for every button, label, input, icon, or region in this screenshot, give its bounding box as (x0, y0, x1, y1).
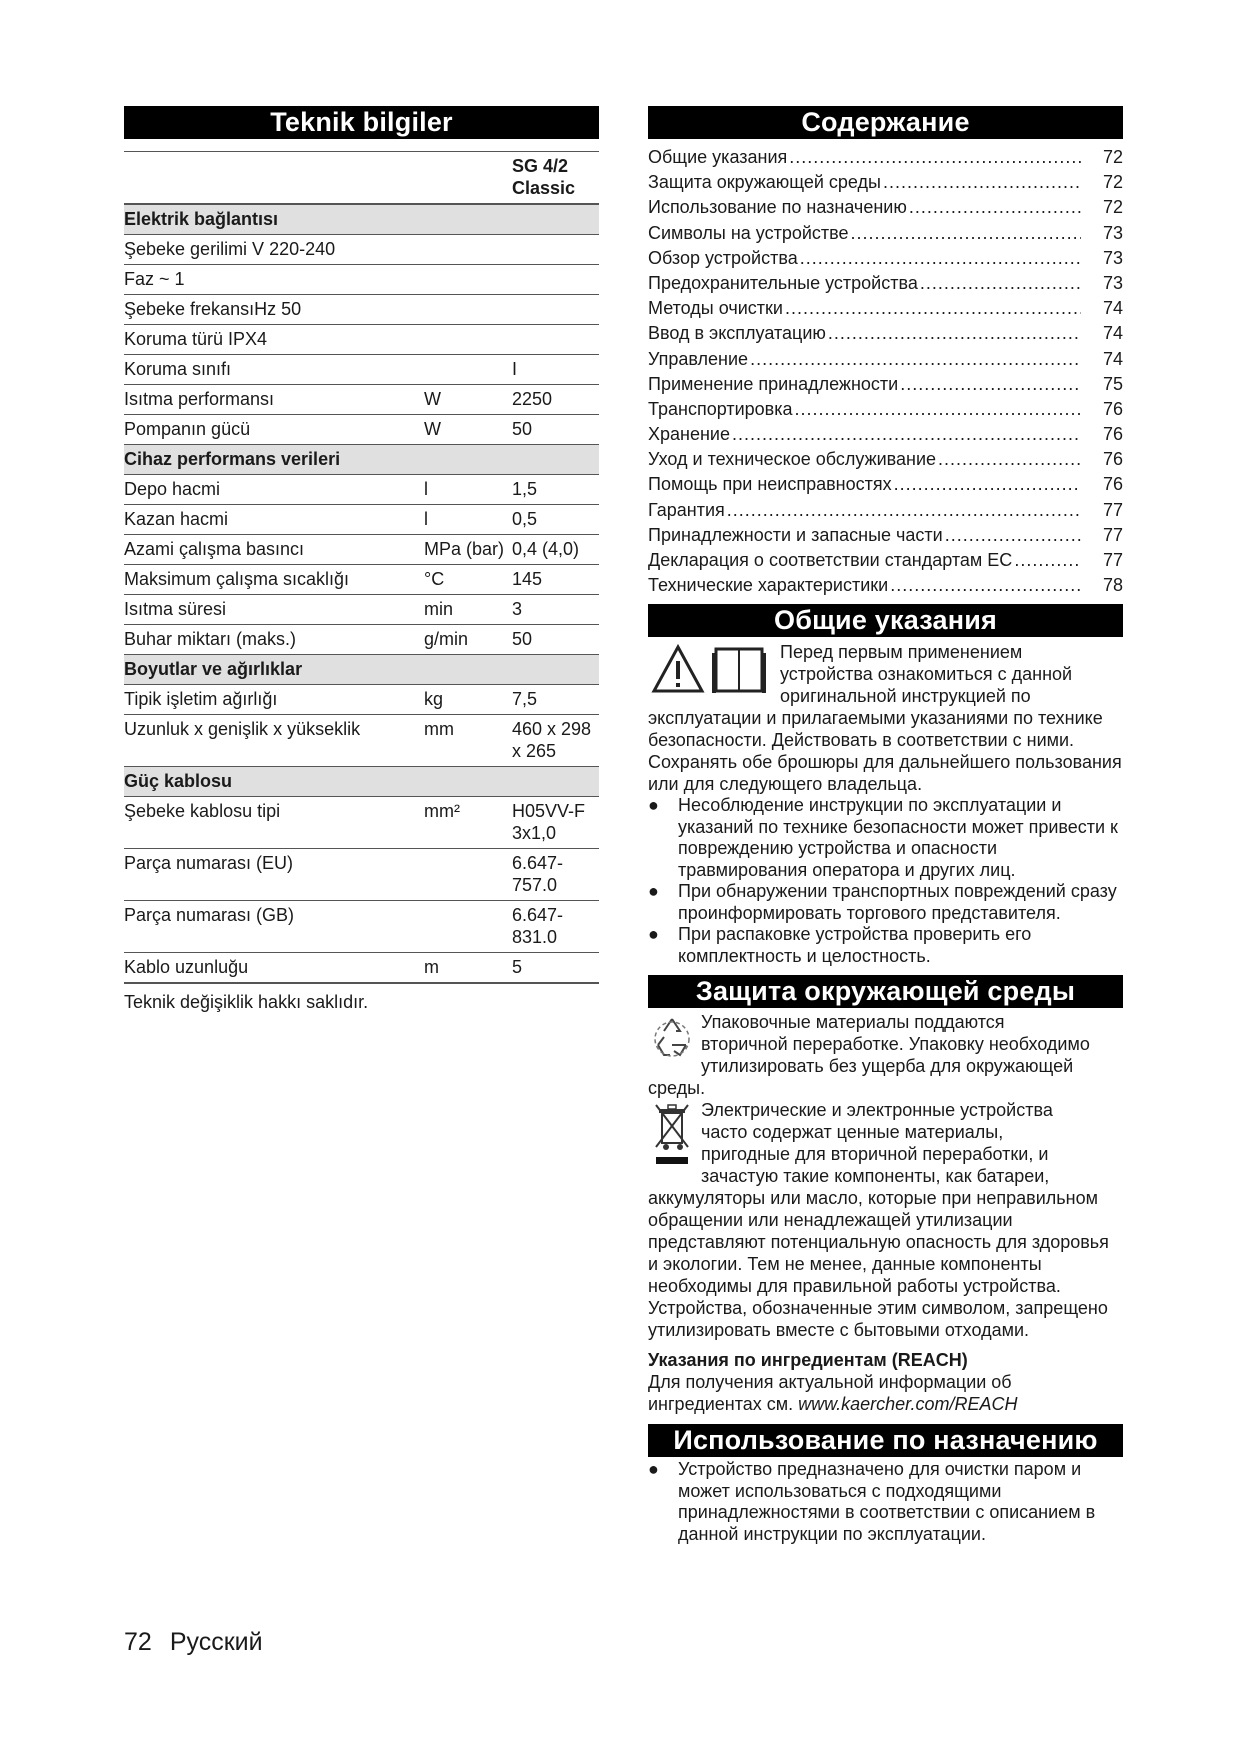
toc-item-page: 73 (1102, 247, 1123, 268)
table-cell: I (512, 355, 599, 385)
table-group-row (124, 204, 599, 235)
toc-item-page: 74 (1102, 323, 1123, 344)
table-cell (424, 445, 512, 475)
toc-item-page: 78 (1102, 575, 1123, 596)
toc-item-title: Общие указания (648, 147, 788, 167)
table-cell: mm (424, 715, 512, 767)
table-cell: 6.647-831.0 (512, 901, 599, 953)
table-of-contents (648, 145, 1123, 598)
packaging-rest: среды. (648, 1078, 706, 1099)
electronics-rest: аккумуляторы или масло, которые при неправильном обращении или ненадлежащей утилизации представляют потенциальную опасность для здоровья и экологии. Тем не менее, данные компоненты необходимы для правильной работы устройства. Устройства, обозначенные этим символом, запрещено утилизировать вместе с бытовыми отходами. (648, 1188, 1109, 1341)
toc-item[interactable] (648, 296, 1123, 321)
toc-item[interactable] (648, 145, 1123, 170)
table-cell: mm² (424, 797, 512, 849)
table-row (124, 265, 599, 295)
table-cell: Şebeke frekansıHz 50 (124, 295, 424, 325)
table-row (124, 595, 599, 625)
table-cell: 2250 (512, 385, 599, 415)
table-row (124, 953, 599, 984)
table-cell: Pompanın gücü (124, 415, 424, 445)
toc-leader-dots (851, 221, 1081, 246)
footer-language: Русский (169, 1628, 263, 1656)
table-cell: 50 (512, 415, 599, 445)
reach-link[interactable]: www.kaercher.com/REACH (798, 1394, 1018, 1415)
toc-item-title: Технические характеристики (648, 575, 889, 596)
table-row (124, 849, 599, 901)
crossed-bin-icon (652, 1101, 692, 1172)
list-item: ● Несоблюдение инструкции по эксплуатации и указаний по технике безопасности может привести к повреждению устройства и опасности травмирования оператора и других лиц. (648, 795, 1118, 880)
electronics-line: пригодные для вторичной переработки, и (701, 1144, 1049, 1165)
table-cell: g/min (424, 625, 512, 655)
toc-item-page: 72 (1102, 147, 1123, 167)
right-column (648, 106, 1123, 1545)
toc-item-page: 76 (1102, 424, 1123, 445)
toc-leader-dots (789, 145, 1081, 170)
table-cell (424, 849, 512, 901)
table-cell: H05VV-F 3x1,0 (512, 797, 599, 849)
intro-line: устройства ознакомиться с данной (780, 664, 1073, 685)
toc-leader-dots (894, 472, 1081, 497)
table-row (124, 565, 599, 595)
toc-item-page: 77 (1102, 550, 1123, 570)
toc-item-title: Использование по назначению (648, 197, 907, 218)
toc-leader-dots (750, 347, 1081, 372)
toc-item-page: 76 (1102, 449, 1123, 470)
electronics-line: Электрические и электронные устройства (701, 1100, 1053, 1121)
toc-item-title: Методы очистки (648, 298, 783, 319)
toc-item-title: Уход и техническое обслуживание (648, 449, 937, 470)
table-cell: Şebeke gerilimi V 220-240 (124, 235, 424, 265)
toc-item[interactable] (648, 221, 1123, 246)
table-cell (512, 235, 599, 265)
table-row (124, 385, 599, 415)
toc-item-page: 77 (1102, 499, 1123, 520)
toc-item[interactable] (648, 422, 1123, 447)
table-cell: Maksimum çalışma sıcaklığı (124, 565, 424, 595)
toc-item-page: 77 (1102, 524, 1123, 545)
keep-manuals-text: Сохранять обе брошюры для дальнейшего пользования или для следующего владельца. (648, 752, 1122, 795)
electronics-line: часто содержат ценные материалы, (701, 1122, 1004, 1143)
toc-leader-dots (920, 271, 1081, 296)
toc-item-title: Символы на устройстве (648, 222, 849, 243)
toc-item[interactable] (648, 472, 1123, 497)
table-cell (512, 325, 599, 355)
table-cell (424, 655, 512, 685)
toc-leader-dots (890, 573, 1081, 598)
table-cell: Koruma türü IPX4 (124, 325, 424, 355)
toc-item-page: 74 (1102, 298, 1123, 319)
table-cell: l (424, 475, 512, 505)
toc-leader-dots (732, 422, 1081, 447)
table-row (124, 797, 599, 849)
toc-heading: Содержание (648, 106, 1123, 139)
packaging-paragraph (648, 1011, 1123, 1099)
toc-leader-dots (800, 246, 1081, 271)
table-cell (512, 767, 599, 797)
table-cell: Kablo uzunluğu (124, 953, 424, 984)
warning-manual-icon (650, 643, 772, 702)
toc-item-title: Применение принадлежности (648, 373, 899, 394)
reach-block (648, 1349, 1123, 1415)
general-notes-bullets (648, 795, 1123, 967)
table-cell (512, 265, 599, 295)
table-cell (512, 295, 599, 325)
table-cell: 1,5 (512, 475, 599, 505)
toc-item-title: Транспортировка (648, 398, 793, 419)
toc-item[interactable] (648, 246, 1123, 271)
table-cell (512, 204, 599, 235)
table-cell (424, 325, 512, 355)
toc-leader-dots (828, 321, 1081, 346)
table-cell: Parça numarası (GB) (124, 901, 424, 953)
table-cell: Şebeke kablosu tipi (124, 797, 424, 849)
toc-item[interactable] (648, 372, 1123, 397)
toc-leader-dots (794, 397, 1081, 422)
table-cell: Kazan hacmi (124, 505, 424, 535)
toc-item-title: Управление (648, 348, 749, 369)
technical-data-heading: Teknik bilgiler (124, 106, 599, 139)
table-cell: W (424, 385, 512, 415)
intro-line: оригинальной инструкцией по (780, 686, 1031, 707)
table-cell (424, 355, 512, 385)
toc-leader-dots (883, 170, 1081, 195)
list-item: ● При обнаружении транспортных повреждений сразу проинформировать торгового представителя. (648, 881, 1117, 923)
packaging-line: утилизировать без ущерба для окружающей (701, 1056, 1074, 1077)
table-cell: Isıtma süresi (124, 595, 424, 625)
table-row (124, 325, 599, 355)
toc-item-page: 72 (1102, 172, 1123, 193)
toc-item[interactable] (648, 321, 1123, 346)
reach-title: Указания по ингредиентам (REACH) (648, 1350, 968, 1371)
toc-item-page: 76 (1102, 398, 1123, 419)
table-row (124, 715, 599, 767)
toc-item-title: Декларация о соответствии стандартам ЕС (648, 550, 1013, 570)
page-footer (124, 1628, 281, 1657)
table-cell: 145 (512, 565, 599, 595)
page-number: 72 (124, 1628, 152, 1656)
table-cell: min (424, 595, 512, 625)
table-cell: Depo hacmi (124, 475, 424, 505)
table-cell: Buhar miktarı (maks.) (124, 625, 424, 655)
general-notes-intro (648, 641, 1123, 795)
table-cell (512, 655, 599, 685)
toc-leader-dots (727, 498, 1081, 523)
table-cell: W (424, 415, 512, 445)
intro-line: Перед первым применением (780, 642, 1023, 663)
toc-item[interactable] (648, 347, 1123, 372)
table-cell: °C (424, 565, 512, 595)
table-cell: MPa (bar) (424, 535, 512, 565)
toc-item[interactable] (648, 271, 1123, 296)
toc-item-title: Обзор устройства (648, 247, 798, 268)
toc-leader-dots (938, 447, 1081, 472)
table-cell: 50 (512, 625, 599, 655)
table-group-row (124, 767, 599, 797)
table-row (124, 535, 599, 565)
packaging-line: Упаковочные материалы поддаются (701, 1012, 1005, 1033)
toc-item-title: Ввод в эксплуатацию (648, 323, 826, 344)
table-row (124, 295, 599, 325)
toc-item-title: Предохранительные устройства (648, 272, 918, 293)
toc-item-title: Защита окружающей среды (648, 172, 881, 193)
table-cell: Parça numarası (EU) (124, 849, 424, 901)
toc-item[interactable] (648, 447, 1123, 472)
table-cell: Elektrik bağlantısı (124, 204, 424, 235)
table-row (124, 475, 599, 505)
table-cell (424, 204, 512, 235)
table-cell (424, 295, 512, 325)
table-cell: Güç kablosu (124, 767, 424, 797)
toc-item-title: Гарантия (648, 499, 725, 520)
table-group-row (124, 445, 599, 475)
table-cell: kg (424, 685, 512, 715)
toc-item[interactable] (648, 170, 1123, 195)
table-cell: Tipik işletim ağırlığı (124, 685, 424, 715)
table-cell: 5 (512, 953, 599, 984)
reach-text: Для получения актуальной информации об ингредиентах см. www.kaercher.com/REACH (648, 1372, 1018, 1415)
toc-leader-dots (1014, 548, 1081, 573)
toc-item[interactable] (648, 397, 1123, 422)
model-name: SG 4/2 Classic (512, 152, 599, 205)
table-row (124, 901, 599, 953)
packaging-line: вторичной переработке. Упаковку необходимо (701, 1034, 1090, 1055)
table-row (124, 235, 599, 265)
list-item: ● При распаковке устройства проверить его комплектность и целостность. (648, 924, 1032, 966)
intro-rest: эксплуатации и прилагаемыми указаниями по технике безопасности. Действовать в соответствии с ними. (648, 708, 1103, 751)
intended-use-bullets (648, 1459, 1123, 1545)
table-cell (512, 445, 599, 475)
table-cell: 0,5 (512, 505, 599, 535)
technical-data-table (124, 151, 599, 984)
table-row (124, 685, 599, 715)
toc-leader-dots (785, 296, 1081, 321)
table-group-row (124, 655, 599, 685)
table-cell: Cihaz performans verileri (124, 445, 424, 475)
table-cell: Uzunluk x genişlik x yükseklik (124, 715, 424, 767)
table-cell: 6.647-757.0 (512, 849, 599, 901)
table-cell (424, 767, 512, 797)
general-notes-heading: Общие указания (648, 604, 1123, 637)
table-row (124, 415, 599, 445)
toc-item[interactable] (648, 573, 1123, 598)
toc-item[interactable] (648, 498, 1123, 523)
toc-leader-dots (909, 195, 1081, 220)
table-cell (424, 235, 512, 265)
table-row (124, 355, 599, 385)
table-cell: Boyutlar ve ağırlıklar (124, 655, 424, 685)
toc-item-title: Хранение (648, 424, 730, 445)
toc-item-title: Принадлежности и запасные части (648, 524, 943, 545)
environment-heading: Защита окружающей среды (648, 975, 1123, 1008)
table-cell: Isıtma performansı (124, 385, 424, 415)
table-cell: 3 (512, 595, 599, 625)
table-cell (424, 901, 512, 953)
technical-changes-note: Teknik değişiklik hakkı saklıdır. (124, 992, 369, 1012)
toc-item-page: 73 (1102, 222, 1123, 243)
technical-data-section (124, 106, 599, 1013)
model-header-row (124, 152, 599, 205)
toc-item[interactable] (648, 548, 1123, 573)
recycling-icon (650, 1015, 694, 1064)
toc-item-page: 72 (1102, 197, 1123, 218)
table-cell: Azami çalışma basıncı (124, 535, 424, 565)
toc-item-page: 73 (1102, 272, 1123, 293)
toc-item-page: 74 (1102, 348, 1123, 369)
table-cell: Koruma sınıfı (124, 355, 424, 385)
electronics-line: зачастую такие компоненты, как батареи, (701, 1166, 1050, 1187)
toc-item-page: 75 (1102, 373, 1123, 394)
toc-item[interactable] (648, 195, 1123, 220)
toc-leader-dots (900, 372, 1081, 397)
table-cell: 0,4 (4,0) (512, 535, 599, 565)
table-cell: Faz ~ 1 (124, 265, 424, 295)
list-item: ● Устройство предназначено для очистки паром и может использоваться с подходящими принадлежностями в соответствии с описанием в данной инструкции по эксплуатации. (648, 1459, 1096, 1544)
electronics-paragraph (648, 1099, 1123, 1341)
toc-item[interactable] (648, 523, 1123, 548)
table-row (124, 505, 599, 535)
toc-item-title: Помощь при неисправностях (648, 474, 892, 495)
toc-leader-dots (945, 523, 1081, 548)
table-cell: m (424, 953, 512, 984)
toc-item-page: 76 (1102, 474, 1123, 495)
table-cell: 7,5 (512, 685, 599, 715)
table-row (124, 625, 599, 655)
table-cell (424, 265, 512, 295)
table-cell: l (424, 505, 512, 535)
table-cell: 460 x 298 x 265 (512, 715, 599, 767)
intended-use-heading: Использование по назначению (648, 1424, 1123, 1457)
